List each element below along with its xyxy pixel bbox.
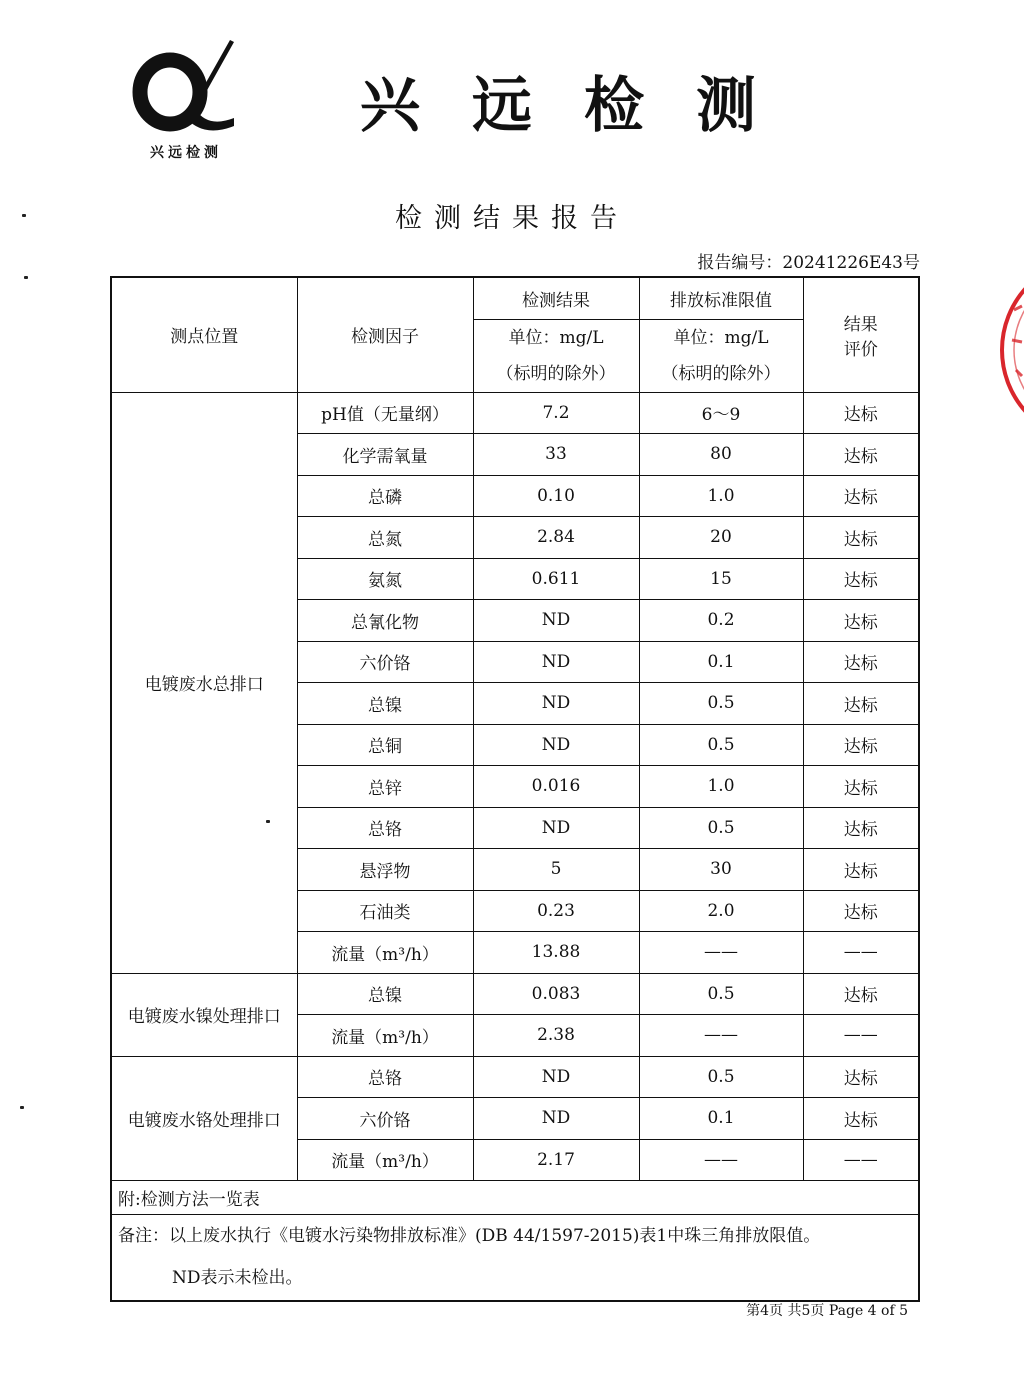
result-cell: 13.88 <box>473 932 639 974</box>
evaluation-cell: —— <box>803 932 919 974</box>
limit-cell: 0.5 <box>639 724 803 766</box>
scan-speck <box>20 1106 24 1109</box>
factor-cell: 六价铬 <box>297 641 473 683</box>
evaluation-cell: 达标 <box>803 517 919 559</box>
result-unit-note: （标明的除外） <box>496 363 616 384</box>
result-cell: ND <box>473 1098 639 1140</box>
factor-cell: pH值（无量纲） <box>297 392 473 434</box>
result-cell: 0.611 <box>473 558 639 600</box>
limit-cell: 6～9 <box>639 392 803 434</box>
logo-mark-icon <box>130 34 242 138</box>
col-header-limit: 排放标准限值 <box>639 277 803 319</box>
result-cell: ND <box>473 600 639 642</box>
limit-cell: 0.2 <box>639 600 803 642</box>
limit-cell: —— <box>639 1015 803 1057</box>
report-title: 检测结果报告 <box>395 203 629 234</box>
factor-cell: 化学需氧量 <box>297 434 473 476</box>
col-header-evaluation-line2: 评价 <box>843 339 878 360</box>
factor-cell: 流量（m³/h） <box>297 1015 473 1057</box>
factor-cell: 总磷 <box>297 475 473 517</box>
factor-cell: 总镍 <box>297 683 473 725</box>
evaluation-cell: 达标 <box>803 683 919 725</box>
evaluation-cell: 达标 <box>803 766 919 808</box>
remarks-cell <box>111 1215 919 1301</box>
col-header-factor: 检测因子 <box>297 277 473 392</box>
result-cell: 33 <box>473 434 639 476</box>
evaluation-cell: 达标 <box>803 1098 919 1140</box>
evaluation-cell: 达标 <box>803 475 919 517</box>
limit-cell: 0.5 <box>639 1056 803 1098</box>
result-cell: ND <box>473 724 639 766</box>
factor-cell: 总铬 <box>297 1056 473 1098</box>
red-seal-stamp <box>994 250 1024 450</box>
result-cell: 0.23 <box>473 890 639 932</box>
limit-cell: 20 <box>639 517 803 559</box>
report-number <box>697 248 920 273</box>
col-header-result-unit <box>473 319 639 392</box>
factor-cell: 总铬 <box>297 807 473 849</box>
table-row <box>111 973 919 1015</box>
evaluation-cell: 达标 <box>803 392 919 434</box>
location-cell: 电镀废水铬处理排口 <box>111 1056 297 1181</box>
limit-unit-note: （标明的除外） <box>661 363 781 384</box>
evaluation-cell: 达标 <box>803 724 919 766</box>
limit-cell: 0.5 <box>639 807 803 849</box>
limit-cell: —— <box>639 932 803 974</box>
limit-cell: 1.0 <box>639 475 803 517</box>
limit-cell: 0.1 <box>639 641 803 683</box>
factor-cell: 总氰化物 <box>297 600 473 642</box>
limit-cell: 30 <box>639 849 803 891</box>
result-cell: 2.84 <box>473 517 639 559</box>
result-cell: 2.17 <box>473 1139 639 1181</box>
result-unit: 单位：mg/L <box>508 327 604 348</box>
logo-caption: 兴远检测 <box>150 145 222 161</box>
scan-speck <box>24 276 28 279</box>
evaluation-cell: 达标 <box>803 641 919 683</box>
report-number-label: 报告编号： <box>697 253 783 273</box>
col-header-evaluation-line1: 结果 <box>843 314 878 335</box>
evaluation-cell: 达标 <box>803 600 919 642</box>
limit-cell: 15 <box>639 558 803 600</box>
evaluation-cell: 达标 <box>803 973 919 1015</box>
result-cell: ND <box>473 683 639 725</box>
evaluation-cell: 达标 <box>803 807 919 849</box>
col-header-result: 检测结果 <box>473 277 639 319</box>
result-cell: 5 <box>473 849 639 891</box>
col-header-limit-unit <box>639 319 803 392</box>
col-header-location: 测点位置 <box>111 277 297 392</box>
limit-cell: 0.5 <box>639 973 803 1015</box>
scan-speck <box>22 214 26 217</box>
remark-line-2: ND表示未检出。 <box>172 1268 303 1289</box>
evaluation-cell: 达标 <box>803 1056 919 1098</box>
factor-cell: 石油类 <box>297 890 473 932</box>
evaluation-cell: 达标 <box>803 558 919 600</box>
factor-cell: 总锌 <box>297 766 473 808</box>
table-row <box>111 392 919 434</box>
factor-cell: 流量（m³/h） <box>297 932 473 974</box>
limit-cell: 2.0 <box>639 890 803 932</box>
result-cell: 2.38 <box>473 1015 639 1057</box>
result-cell: 0.083 <box>473 973 639 1015</box>
company-name: 兴远检测 <box>360 71 808 141</box>
evaluation-cell: —— <box>803 1139 919 1181</box>
factor-cell: 流量（m³/h） <box>297 1139 473 1181</box>
location-cell: 电镀废水镍处理排口 <box>111 973 297 1056</box>
limit-cell: 80 <box>639 434 803 476</box>
page-footer: 第4页 共5页 Page 4 of 5 <box>746 1303 908 1319</box>
result-cell: ND <box>473 807 639 849</box>
result-cell: ND <box>473 641 639 683</box>
evaluation-cell: 达标 <box>803 434 919 476</box>
table-row <box>111 1056 919 1098</box>
limit-cell: 0.1 <box>639 1098 803 1140</box>
scan-speck <box>266 820 270 823</box>
col-header-evaluation <box>803 277 919 392</box>
result-cell: 0.10 <box>473 475 639 517</box>
limit-cell: —— <box>639 1139 803 1181</box>
factor-cell: 六价铬 <box>297 1098 473 1140</box>
report-number-value: 20241226E43号 <box>782 253 920 273</box>
limit-unit: 单位：mg/L <box>673 327 769 348</box>
location-cell: 电镀废水总排口 <box>111 392 297 973</box>
factor-cell: 总铜 <box>297 724 473 766</box>
result-cell: ND <box>473 1056 639 1098</box>
remark-line-1: 备注：以上废水执行《电镀水污染物排放标准》(DB 44/1597-2015)表1中珠三角排放限值。 <box>118 1226 821 1247</box>
factor-cell: 总氮 <box>297 517 473 559</box>
test-results-table <box>110 276 920 1302</box>
limit-cell: 1.0 <box>639 766 803 808</box>
evaluation-cell: —— <box>803 1015 919 1057</box>
limit-cell: 0.5 <box>639 683 803 725</box>
evaluation-cell: 达标 <box>803 890 919 932</box>
result-cell: 7.2 <box>473 392 639 434</box>
evaluation-cell: 达标 <box>803 849 919 891</box>
company-logo <box>130 34 242 162</box>
result-cell: 0.016 <box>473 766 639 808</box>
factor-cell: 总镍 <box>297 973 473 1015</box>
attachment-note: 附:检测方法一览表 <box>111 1181 919 1215</box>
factor-cell: 悬浮物 <box>297 849 473 891</box>
factor-cell: 氨氮 <box>297 558 473 600</box>
